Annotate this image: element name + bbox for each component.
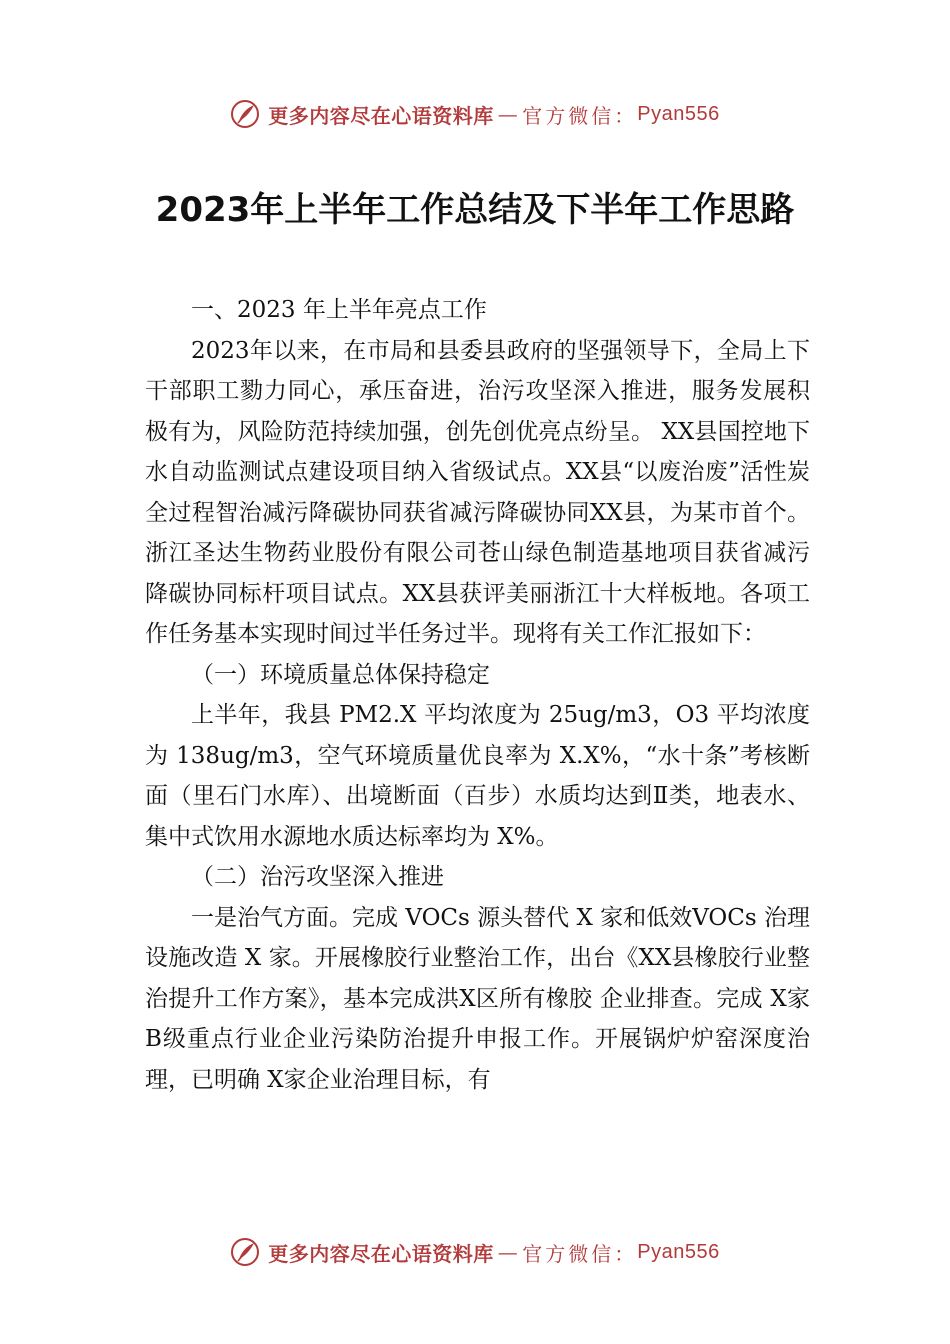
watermark-separator: — bbox=[497, 102, 519, 126]
subsection-heading-1: （一）环境质量总体保持稳定 bbox=[191, 661, 490, 688]
section-heading-1: 一、2023 年上半年亮点工作 bbox=[191, 297, 487, 323]
pollution-control-paragraph: 一是治气方面。完成 VOCs 源头替代 X 家和低效VOCs 治理设施改造 X 家。开展橡胶行业整治工作，出台《XX县橡胶行业整治提升工作方案》，基本完成洪X区所有橡胶 企业排查。完成 X家 B级重点行业企业污染防治提升申报工作。开展锅炉炉窑深度治理，已明确 X家企业治理目标，有 bbox=[145, 904, 810, 1093]
watermark-site-text: 更多内容尽在心语资料库 bbox=[268, 1241, 494, 1266]
watermark-wechat-id: Pyan556 bbox=[637, 102, 720, 125]
quill-logo-icon bbox=[230, 99, 260, 129]
quill-logo-icon bbox=[230, 1237, 260, 1267]
document-body bbox=[145, 290, 810, 1100]
subsection-heading-2: （二）治污攻坚深入推进 bbox=[191, 864, 444, 890]
document-title: 2023年上半年工作总结及下半年工作思路 bbox=[155, 190, 795, 230]
watermark-site-text: 更多内容尽在心语资料库 bbox=[268, 103, 494, 128]
watermark-wechat-id: Pyan556 bbox=[637, 1240, 720, 1263]
watermark-wechat-label: 官方微信： bbox=[522, 103, 638, 128]
intro-paragraph: 2023年以来，在市局和县委县政府的坚强领导下，全局上下干部职工勠力同心，承压奋进，治污攻坚深入推进，服务发展积极有为，风险防范持续加强，创先创优亮点纷呈。 XX县国控地下水自动监测试点建设项目纳入省级试点。XX县“以废治废”活性炭全过程智治减污降碳协同获省减污降碳协同XX县，为某市首个。浙江圣达生物药业股份有限公司苍山绿色制造基地项目获省减污降碳协同标杆项目试点。XX县获评美丽浙江十大样板地。各项工作任务基本实现时间过半任务过半。现将有关工作汇报如下： bbox=[145, 337, 810, 647]
watermark-separator: — bbox=[497, 1240, 519, 1264]
watermark-footer bbox=[0, 1232, 950, 1272]
watermark-wechat-label: 官方微信： bbox=[522, 1241, 638, 1266]
environment-quality-paragraph: 上半年，我县 PM2.X 平均浓度为 25ug/m3，O3 平均浓度为 138ug/m3，空气环境质量优良率为 X.X%，“水十条”考核断面（里石门水库）、出境断面（百步）水质均达到Ⅱ类，地表水、集中式饮用水源地水质达标率均为 X%。 bbox=[145, 702, 810, 850]
watermark-header bbox=[0, 94, 950, 134]
